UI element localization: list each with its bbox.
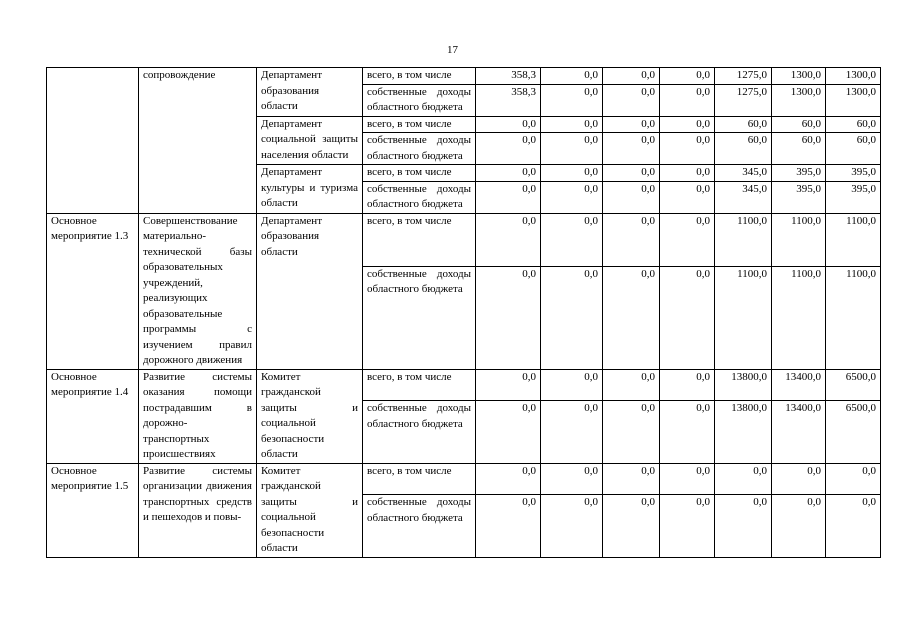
value-cell: 0,0: [603, 369, 660, 401]
value-cell: 0,0: [603, 401, 660, 463]
value-cell: 0,0: [715, 463, 772, 495]
value-cell: 0,0: [603, 495, 660, 557]
value-cell: 0,0: [772, 495, 826, 557]
funding-source-cell: собственные доходы областного бюджета: [363, 181, 476, 213]
description-cell: Развитие системы оказания помощи пострадавшим в дорожно-транспортных происшествиях: [139, 369, 257, 463]
value-cell: 0,0: [603, 266, 660, 369]
value-cell: 0,0: [660, 213, 715, 266]
value-cell: 0,0: [476, 181, 541, 213]
funding-source-cell: всего, в том числе: [363, 463, 476, 495]
value-cell: 345,0: [715, 165, 772, 182]
value-cell: 0,0: [603, 165, 660, 182]
value-cell: 60,0: [772, 133, 826, 165]
value-cell: 1100,0: [826, 213, 881, 266]
value-cell: 1300,0: [826, 84, 881, 116]
description-cell: сопровождение: [139, 68, 257, 214]
value-cell: 0,0: [541, 213, 603, 266]
executor-cell: Департамент образования области: [257, 213, 363, 369]
value-cell: 0,0: [476, 165, 541, 182]
value-cell: 0,0: [603, 463, 660, 495]
value-cell: 1300,0: [772, 68, 826, 85]
value-cell: 0,0: [541, 84, 603, 116]
page-number: 17: [447, 44, 458, 56]
executor-cell: Комитет гражданской защиты и социальной безопасности области: [257, 369, 363, 463]
value-cell: 0,0: [476, 463, 541, 495]
value-cell: 0,0: [541, 116, 603, 133]
value-cell: 60,0: [715, 116, 772, 133]
funding-source-cell: собственные доходы областного бюджета: [363, 401, 476, 463]
funding-source-cell: всего, в том числе: [363, 68, 476, 85]
funding-source-cell: всего, в том числе: [363, 213, 476, 266]
value-cell: 1300,0: [772, 84, 826, 116]
value-cell: 0,0: [476, 369, 541, 401]
value-cell: 0,0: [660, 68, 715, 85]
value-cell: 0,0: [541, 68, 603, 85]
value-cell: 1100,0: [826, 266, 881, 369]
measure-cell: Основное мероприятие 1.5: [47, 463, 139, 557]
value-cell: 0,0: [603, 213, 660, 266]
value-cell: 395,0: [826, 181, 881, 213]
table-row: [47, 463, 881, 495]
funding-source-cell: всего, в том числе: [363, 165, 476, 182]
value-cell: 0,0: [476, 133, 541, 165]
value-cell: 0,0: [660, 165, 715, 182]
value-cell: 0,0: [660, 463, 715, 495]
value-cell: 395,0: [826, 165, 881, 182]
value-cell: 395,0: [772, 165, 826, 182]
value-cell: 395,0: [772, 181, 826, 213]
value-cell: 0,0: [660, 401, 715, 463]
value-cell: 0,0: [715, 495, 772, 557]
value-cell: 0,0: [541, 401, 603, 463]
value-cell: 0,0: [541, 266, 603, 369]
description-cell: Совершенствование материально-технической базы образовательных учреждений, реализующих образовательные программы с изучением правил дорожного движения: [139, 213, 257, 369]
value-cell: 0,0: [826, 463, 881, 495]
value-cell: 13400,0: [772, 369, 826, 401]
value-cell: 0,0: [660, 84, 715, 116]
value-cell: 0,0: [541, 181, 603, 213]
value-cell: 60,0: [772, 116, 826, 133]
funding-source-cell: всего, в том числе: [363, 116, 476, 133]
value-cell: 1275,0: [715, 84, 772, 116]
funding-source-cell: всего, в том числе: [363, 369, 476, 401]
value-cell: 0,0: [541, 369, 603, 401]
value-cell: 358,3: [476, 68, 541, 85]
description-cell: Развитие системы организации движения транспортных средств и пешеходов и повы-: [139, 463, 257, 557]
value-cell: 0,0: [660, 495, 715, 557]
value-cell: 60,0: [826, 133, 881, 165]
value-cell: 0,0: [476, 266, 541, 369]
value-cell: 13400,0: [772, 401, 826, 463]
value-cell: 0,0: [660, 369, 715, 401]
value-cell: 1100,0: [772, 213, 826, 266]
value-cell: 1275,0: [715, 68, 772, 85]
value-cell: 0,0: [541, 463, 603, 495]
funding-source-cell: собственные доходы областного бюджета: [363, 495, 476, 557]
value-cell: 1100,0: [715, 213, 772, 266]
value-cell: 0,0: [541, 495, 603, 557]
value-cell: 0,0: [603, 68, 660, 85]
value-cell: 0,0: [603, 84, 660, 116]
measure-cell: [47, 68, 139, 214]
value-cell: 1100,0: [772, 266, 826, 369]
value-cell: 60,0: [826, 116, 881, 133]
value-cell: 345,0: [715, 181, 772, 213]
value-cell: 358,3: [476, 84, 541, 116]
value-cell: 0,0: [603, 181, 660, 213]
executor-cell: Департамент социальной защиты населения области: [257, 116, 363, 165]
value-cell: 0,0: [660, 116, 715, 133]
value-cell: 1300,0: [826, 68, 881, 85]
value-cell: 60,0: [715, 133, 772, 165]
value-cell: 0,0: [660, 133, 715, 165]
measure-cell: Основное мероприятие 1.3: [47, 213, 139, 369]
value-cell: 0,0: [476, 213, 541, 266]
value-cell: 0,0: [476, 401, 541, 463]
value-cell: 0,0: [826, 495, 881, 557]
executor-cell: Комитет гражданской защиты и социальной безопасности области: [257, 463, 363, 557]
value-cell: 0,0: [476, 116, 541, 133]
value-cell: 13800,0: [715, 401, 772, 463]
value-cell: 0,0: [476, 495, 541, 557]
executor-cell: Департамент культуры и туризма области: [257, 165, 363, 214]
table-row: [47, 369, 881, 401]
funding-source-cell: собственные доходы областного бюджета: [363, 84, 476, 116]
measure-cell: Основное мероприятие 1.4: [47, 369, 139, 463]
value-cell: 6500,0: [826, 401, 881, 463]
value-cell: 0,0: [660, 266, 715, 369]
value-cell: 0,0: [541, 165, 603, 182]
table-row: [47, 213, 881, 266]
executor-cell: Департамент образования области: [257, 68, 363, 117]
budget-table: [46, 67, 881, 558]
value-cell: 0,0: [603, 116, 660, 133]
value-cell: 6500,0: [826, 369, 881, 401]
value-cell: 0,0: [541, 133, 603, 165]
table-row: [47, 68, 881, 85]
value-cell: 0,0: [660, 181, 715, 213]
value-cell: 1100,0: [715, 266, 772, 369]
value-cell: 13800,0: [715, 369, 772, 401]
funding-source-cell: собственные доходы областного бюджета: [363, 133, 476, 165]
value-cell: 0,0: [772, 463, 826, 495]
value-cell: 0,0: [603, 133, 660, 165]
funding-source-cell: собственные доходы областного бюджета: [363, 266, 476, 369]
